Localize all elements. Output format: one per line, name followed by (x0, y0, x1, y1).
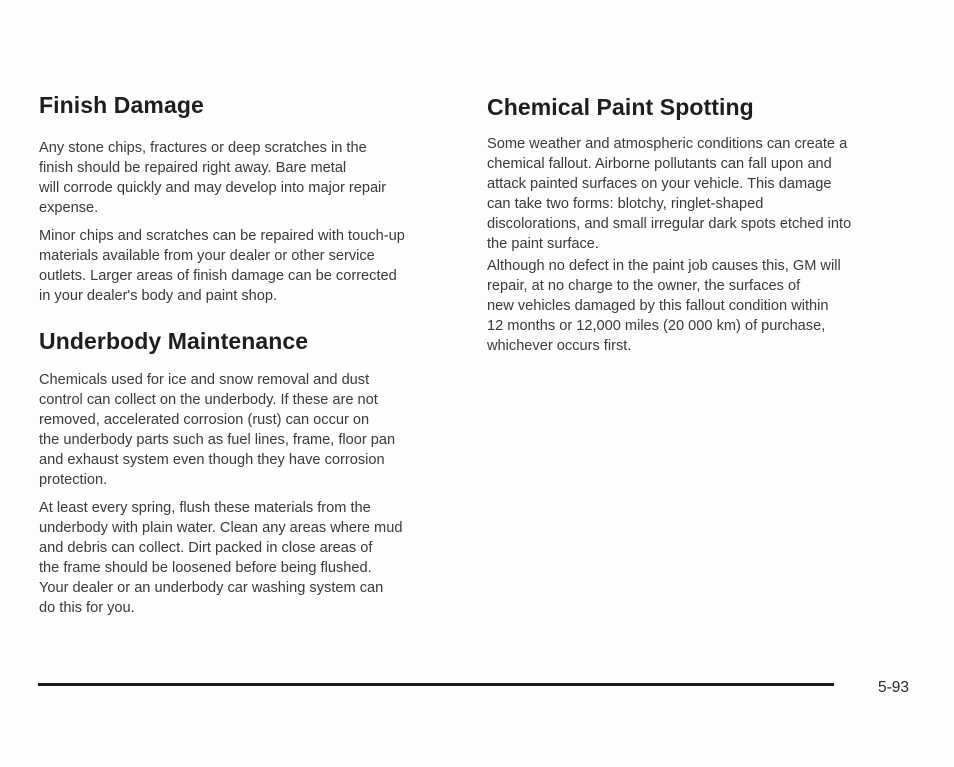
page-number: 5-93 (878, 679, 910, 696)
chemical-paint-spotting-paragraph-1: Some weather and atmospheric conditions can create a chemical fallout. Airborne pollutants can fall upon and attack painted surfaces on your vehicle. This damage can take two forms: blotchy, ringlet-shaped discolorations, and small irregular dark spots etched into the paint surface. (487, 136, 852, 252)
finish-damage-paragraph-2: Minor chips and scratches can be repaired with touch-up materials available from your dealer or other service outlets. Larger areas of finish damage can be corrected in your dealer's body and paint shop. (39, 228, 405, 304)
chemical-paint-spotting-paragraph-2: Although no defect in the paint job causes this, GM will repair, at no charge to the owner, the surfaces of new vehicles damaged by this fallout condition within 12 months or 12,000 miles (20 000 km) of purchase, whichever occurs first. (487, 258, 841, 354)
chemical-paint-spotting-heading: Chemical Paint Spotting (487, 94, 754, 120)
finish-damage-paragraph-1: Any stone chips, fractures or deep scratches in the finish should be repaired right away. Bare metal will corrode quickly and may develop into major repair expense. (39, 140, 387, 216)
underbody-maintenance-paragraph-2: At least every spring, flush these materials from the underbody with plain water. Clean any areas where mud and debris can collect. Dirt packed in close areas of the frame should be loosened before being flushed. Your dealer or an underbody car washing system can do this for you. (39, 500, 403, 616)
finish-damage-heading: Finish Damage (39, 92, 204, 118)
underbody-maintenance-heading: Underbody Maintenance (39, 328, 309, 354)
footer-rule (38, 683, 834, 686)
underbody-maintenance-paragraph-1: Chemicals used for ice and snow removal and dust control can collect on the underbody. If these are not removed, accelerated corrosion (rust) can occur on the underbody parts such as fuel lines, frame, floor pan and exhaust system even though they have corrosion protection. (39, 372, 396, 488)
